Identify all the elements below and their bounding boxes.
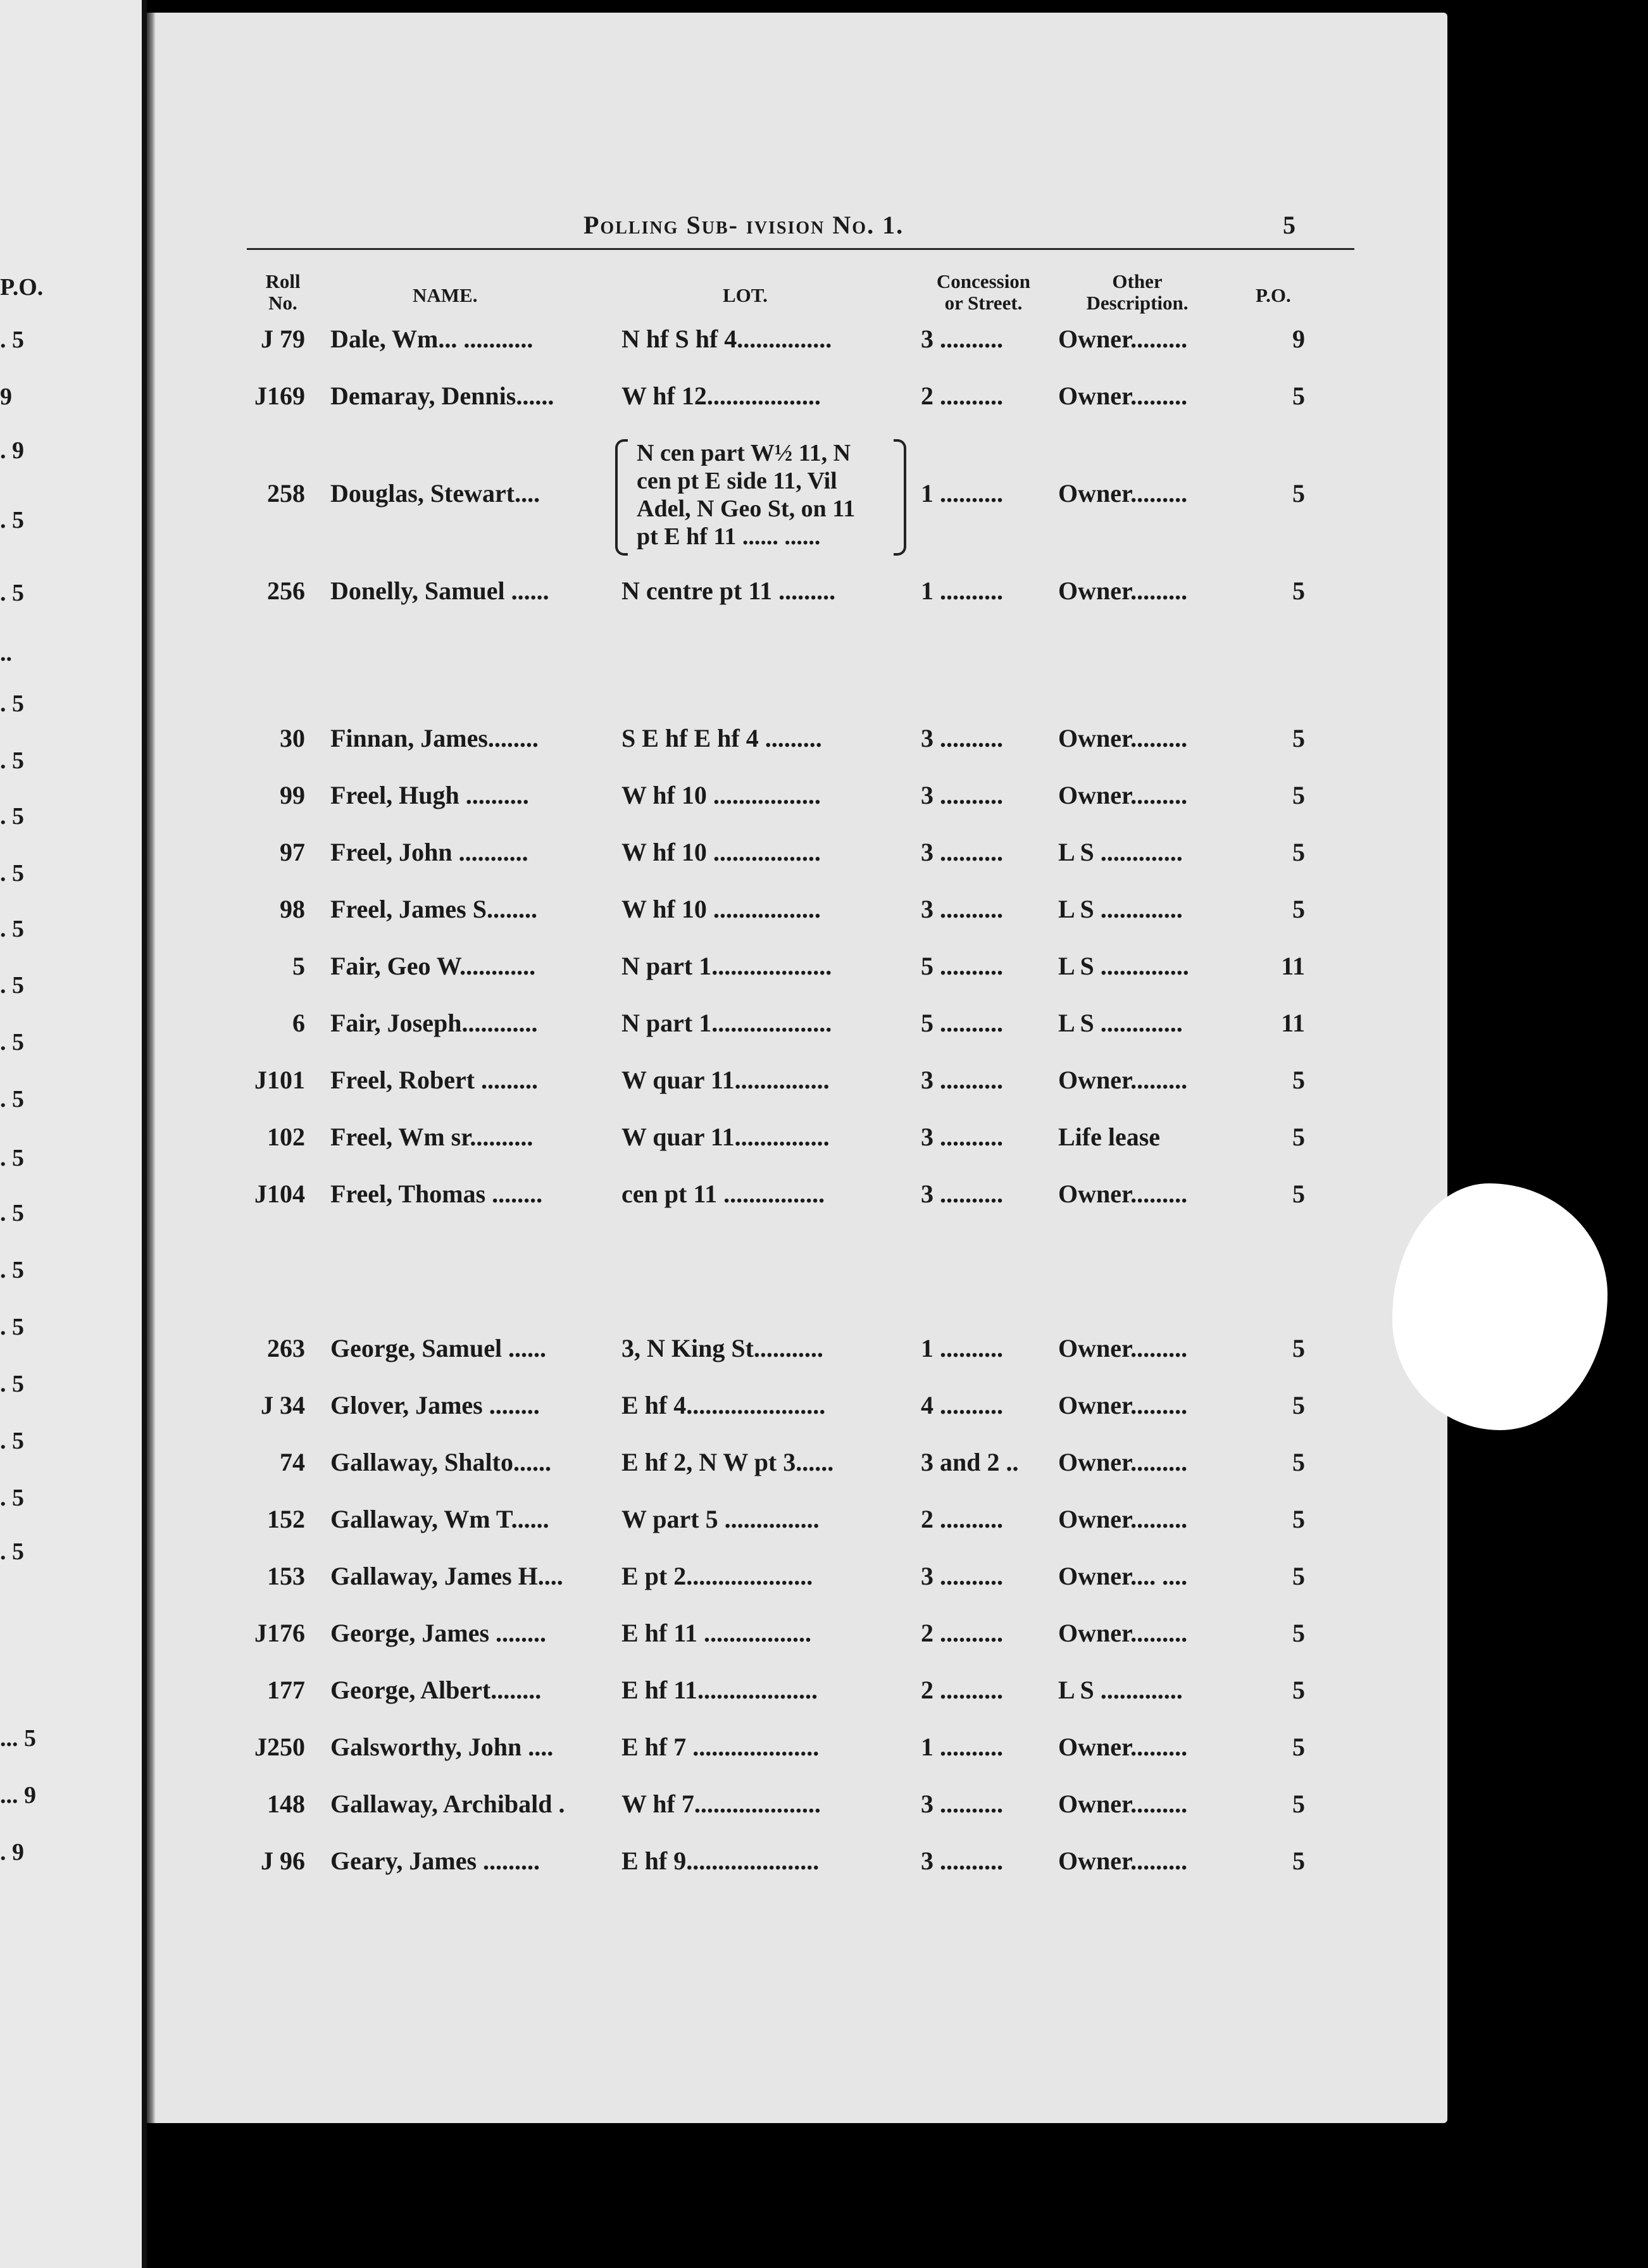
col-header-roll-line1: Roll	[265, 270, 301, 292]
concession-or-street: 3 ..........	[921, 1847, 1003, 1875]
col-header-concession-line2: or Street.	[944, 292, 1023, 314]
concession-or-street: 2 ..........	[921, 1619, 1003, 1647]
lot-description: E hf 4......................	[621, 1391, 826, 1419]
concession-or-street: 2 ..........	[921, 1505, 1003, 1533]
roll-number: 5	[292, 952, 305, 980]
facing-page-po-value: . 5	[0, 1145, 24, 1171]
record-row	[147, 324, 1447, 362]
lot-description: W hf 12..................	[621, 382, 821, 410]
record-row	[147, 440, 1447, 550]
facing-page-po-value: . 5	[0, 1086, 24, 1112]
lot-description: W part 5 ...............	[621, 1505, 820, 1533]
roll-number: J 96	[261, 1847, 305, 1875]
left-brace	[615, 439, 628, 556]
facing-page-po-value: 9	[0, 383, 12, 410]
roll-number: 30	[280, 724, 305, 752]
post-office-number: 11	[1281, 1009, 1305, 1037]
record-row	[147, 1618, 1447, 1656]
other-description: Owner.........	[1058, 479, 1188, 508]
lot-description: W quar 11...............	[621, 1066, 830, 1094]
col-header-concession	[920, 271, 1047, 314]
roll-number: J169	[254, 382, 305, 410]
paper-damage-blot	[1392, 1183, 1607, 1430]
elector-name: Gallaway, Shalto......	[330, 1448, 551, 1476]
post-office-number: 5	[1292, 895, 1305, 923]
lot-description: W hf 7....................	[621, 1790, 821, 1818]
elector-name: Gallaway, Archibald .	[330, 1790, 565, 1818]
record-row	[147, 1390, 1447, 1428]
other-description: Owner.........	[1058, 382, 1188, 410]
other-description: Owner.........	[1058, 1505, 1188, 1533]
lot-description: S E hf E hf 4 .........	[621, 724, 822, 752]
elector-name: Donelly, Samuel ......	[330, 576, 549, 605]
right-brace	[894, 439, 906, 556]
facing-page-po-value: . 5	[0, 1428, 24, 1454]
facing-page-po-value: . 5	[0, 1029, 24, 1056]
record-row	[147, 780, 1447, 818]
facing-page-po-value: . 5	[0, 690, 24, 717]
roll-number: J104	[254, 1180, 305, 1208]
lot-line: pt E hf 11 ...... ......	[637, 523, 821, 550]
record-row	[147, 1732, 1447, 1770]
facing-page-po-value: . 5	[0, 507, 24, 533]
record-row	[147, 381, 1447, 419]
concession-or-street: 1 ..........	[921, 1334, 1003, 1362]
roll-number: 258	[267, 479, 305, 508]
facing-page-po-value: . 5	[0, 916, 24, 942]
elector-name: Gallaway, James H....	[330, 1562, 563, 1590]
col-header-po: P.O.	[1256, 284, 1291, 306]
elector-name: Fair, Geo W............	[330, 952, 536, 980]
concession-or-street: 1 ..........	[921, 479, 1003, 508]
lot-description: N hf S hf 4...............	[621, 325, 832, 353]
elector-name: George, James ........	[330, 1619, 547, 1647]
other-description: Owner.........	[1058, 724, 1188, 752]
elector-name: Freel, Thomas ........	[330, 1180, 543, 1208]
concession-or-street: 3 ..........	[921, 1790, 1003, 1818]
lot-description: 3, N King St...........	[621, 1334, 823, 1362]
post-office-number: 5	[1292, 838, 1305, 866]
post-office-number: 5	[1292, 576, 1305, 605]
elector-name: Finnan, James........	[330, 724, 539, 752]
register-page	[147, 13, 1447, 2123]
record-row	[147, 723, 1447, 761]
concession-or-street: 1 ..........	[921, 576, 1003, 605]
roll-number: 102	[267, 1123, 305, 1151]
col-header-name: NAME.	[413, 284, 478, 306]
roll-number: 98	[280, 895, 305, 923]
other-description: Owner.........	[1058, 1391, 1188, 1419]
other-description: L S .............	[1058, 838, 1183, 866]
roll-number: 256	[267, 576, 305, 605]
record-row	[147, 1122, 1447, 1160]
record-row	[147, 1333, 1447, 1371]
roll-number: 177	[267, 1676, 305, 1704]
post-office-number: 9	[1292, 325, 1305, 353]
facing-page-po-value: . 5	[0, 1314, 24, 1340]
elector-name: Galsworthy, John ....	[330, 1733, 554, 1761]
facing-page-po-value: . 9	[0, 437, 24, 464]
post-office-number: 5	[1292, 1562, 1305, 1590]
lot-description: E pt 2....................	[621, 1562, 813, 1590]
gutter-divider	[142, 0, 147, 2268]
lot-line: N cen part W½ 11, N	[637, 440, 851, 466]
lot-description: E hf 9.....................	[621, 1847, 820, 1875]
roll-number: 153	[267, 1562, 305, 1590]
lot-description: W quar 11...............	[621, 1123, 830, 1151]
facing-page-po-value: . 5	[0, 747, 24, 774]
facing-page-po-value: . 5	[0, 580, 24, 606]
other-description: Owner.........	[1058, 1847, 1188, 1875]
post-office-number: 5	[1292, 1334, 1305, 1362]
other-description: Owner.........	[1058, 576, 1188, 605]
record-row	[147, 1447, 1447, 1485]
lot-description: E hf 7 ....................	[621, 1733, 820, 1761]
facing-page-po-value: . 5	[0, 327, 24, 353]
facing-page-po-value: ... 9	[0, 1782, 36, 1809]
post-office-number: 5	[1292, 382, 1305, 410]
col-header-concession-line1: Concession	[936, 270, 1031, 292]
record-row	[147, 894, 1447, 932]
col-header-other-line1: Other	[1112, 270, 1163, 292]
post-office-number: 5	[1292, 781, 1305, 809]
lot-description: N part 1...................	[621, 952, 832, 980]
facing-page-po-value: . 9	[0, 1839, 24, 1866]
post-office-number: 5	[1292, 724, 1305, 752]
other-description: L S .............	[1058, 1009, 1183, 1037]
post-office-number: 5	[1292, 479, 1305, 508]
facing-page-po-value: ... 5	[0, 1725, 36, 1752]
facing-page-po-value: . 5	[0, 803, 24, 830]
roll-number: J250	[254, 1733, 305, 1761]
facing-page-po-value: ..	[0, 640, 12, 666]
roll-number: J 79	[261, 325, 305, 353]
lot-description: E hf 11 .................	[621, 1619, 812, 1647]
header-rule	[247, 248, 1354, 250]
record-row	[147, 1065, 1447, 1103]
roll-number: 74	[280, 1448, 305, 1476]
record-row	[147, 1675, 1447, 1713]
concession-or-street: 2 ..........	[921, 382, 1003, 410]
elector-name: Dale, Wm... ...........	[330, 325, 534, 353]
other-description: L S .............	[1058, 895, 1183, 923]
other-description: Owner.........	[1058, 325, 1188, 353]
record-row	[147, 1008, 1447, 1046]
roll-number: J 34	[261, 1391, 305, 1419]
elector-name: Freel, John ...........	[330, 838, 528, 866]
elector-name: Demaray, Dennis......	[330, 382, 554, 410]
roll-number: 263	[267, 1334, 305, 1362]
post-office-number: 5	[1292, 1505, 1305, 1533]
post-office-number: 5	[1292, 1847, 1305, 1875]
post-office-number: 5	[1292, 1066, 1305, 1094]
lot-description: E hf 2, N W pt 3......	[621, 1448, 834, 1476]
facing-page-po-value: . 5	[0, 1257, 24, 1283]
post-office-number: 5	[1292, 1619, 1305, 1647]
concession-or-street: 3 ..........	[921, 781, 1003, 809]
col-header-lot: LOT.	[723, 284, 768, 306]
other-description: Owner.........	[1058, 1334, 1188, 1362]
post-office-number: 5	[1292, 1448, 1305, 1476]
other-description: Owner.........	[1058, 1790, 1188, 1818]
elector-name: Freel, Hugh ..........	[330, 781, 529, 809]
other-description: Owner.........	[1058, 1180, 1188, 1208]
record-row	[147, 1504, 1447, 1542]
elector-name: Glover, James ........	[330, 1391, 540, 1419]
roll-number: 6	[292, 1009, 305, 1037]
concession-or-street: 5 ..........	[921, 952, 1003, 980]
record-row	[147, 1846, 1447, 1884]
record-row	[147, 1789, 1447, 1827]
post-office-number: 5	[1292, 1180, 1305, 1208]
lot-line: cen pt E side 11, Vil	[637, 468, 837, 494]
col-header-other-line2: Description.	[1086, 292, 1189, 314]
col-header-roll-line2: No.	[268, 292, 297, 314]
concession-or-street: 2 ..........	[921, 1676, 1003, 1704]
lot-description: N centre pt 11 .........	[621, 576, 836, 605]
elector-name: Freel, James S........	[330, 895, 537, 923]
concession-or-street: 3 ..........	[921, 1562, 1003, 1590]
roll-number: 148	[267, 1790, 305, 1818]
other-description: L S .............	[1058, 1676, 1183, 1704]
lot-description: cen pt 11 ................	[621, 1180, 825, 1208]
facing-page-po-header: P.O.	[0, 274, 44, 301]
roll-number: 97	[280, 838, 305, 866]
concession-or-street: 1 ..........	[921, 1733, 1003, 1761]
elector-name: Gallaway, Wm T......	[330, 1505, 549, 1533]
concession-or-street: 3 ..........	[921, 838, 1003, 866]
concession-or-street: 3 ..........	[921, 1180, 1003, 1208]
post-office-number: 5	[1292, 1676, 1305, 1704]
concession-or-street: 5 ..........	[921, 1009, 1003, 1037]
record-row	[147, 837, 1447, 875]
roll-number: 99	[280, 781, 305, 809]
lot-description-block	[615, 439, 906, 553]
concession-or-street: 3 and 2 ..	[921, 1448, 1019, 1476]
elector-name: Geary, James .........	[330, 1847, 540, 1875]
roll-number: J101	[254, 1066, 305, 1094]
lot-description: W hf 10 .................	[621, 895, 821, 923]
other-description: L S ..............	[1058, 952, 1189, 980]
other-description: Owner.........	[1058, 1619, 1188, 1647]
facing-page-po-value: . 5	[0, 972, 24, 999]
elector-name: Freel, Wm sr..........	[330, 1123, 534, 1151]
elector-name: George, Samuel ......	[330, 1334, 547, 1362]
other-description: Owner.........	[1058, 781, 1188, 809]
facing-page-po-value: . 5	[0, 860, 24, 887]
lot-description: W hf 10 .................	[621, 781, 821, 809]
other-description: Owner.........	[1058, 1066, 1188, 1094]
elector-name: Freel, Robert .........	[330, 1066, 539, 1094]
concession-or-street: 3 ..........	[921, 895, 1003, 923]
lot-line: Adel, N Geo St, on 11	[637, 495, 856, 522]
facing-page-po-value: . 5	[0, 1485, 24, 1511]
page-number: 5	[1283, 211, 1295, 239]
lot-description: W hf 10 .................	[621, 838, 821, 866]
lot-description: N part 1...................	[621, 1009, 832, 1037]
concession-or-street: 3 ..........	[921, 325, 1003, 353]
record-row	[147, 1561, 1447, 1599]
lot-description: E hf 11...................	[621, 1676, 818, 1704]
other-description: Owner.........	[1058, 1733, 1188, 1761]
other-description: Owner.........	[1058, 1448, 1188, 1476]
facing-page-po-value: . 5	[0, 1538, 24, 1565]
record-row	[147, 951, 1447, 989]
concession-or-street: 3 ..........	[921, 1123, 1003, 1151]
concession-or-street: 4 ..........	[921, 1391, 1003, 1419]
roll-number: 152	[267, 1505, 305, 1533]
col-header-roll	[254, 271, 311, 314]
post-office-number: 5	[1292, 1733, 1305, 1761]
post-office-number: 5	[1292, 1391, 1305, 1419]
elector-name: Douglas, Stewart....	[330, 479, 540, 508]
facing-page-po-value: . 5	[0, 1371, 24, 1397]
running-head: Polling Sub- ivision No. 1.	[584, 211, 904, 239]
facing-page-po-value: . 5	[0, 1200, 24, 1226]
concession-or-street: 3 ..........	[921, 724, 1003, 752]
concession-or-street: 3 ..........	[921, 1066, 1003, 1094]
col-header-other-description	[1064, 271, 1210, 314]
record-row	[147, 576, 1447, 614]
record-row	[147, 1179, 1447, 1217]
other-description: Owner.... ....	[1058, 1562, 1188, 1590]
post-office-number: 5	[1292, 1123, 1305, 1151]
other-description: Life lease	[1058, 1123, 1161, 1151]
elector-name: Fair, Joseph............	[330, 1009, 538, 1037]
elector-name: George, Albert........	[330, 1676, 542, 1704]
facing-page-fragment	[0, 0, 147, 2268]
post-office-number: 5	[1292, 1790, 1305, 1818]
post-office-number: 11	[1281, 952, 1305, 980]
roll-number: J176	[254, 1619, 305, 1647]
